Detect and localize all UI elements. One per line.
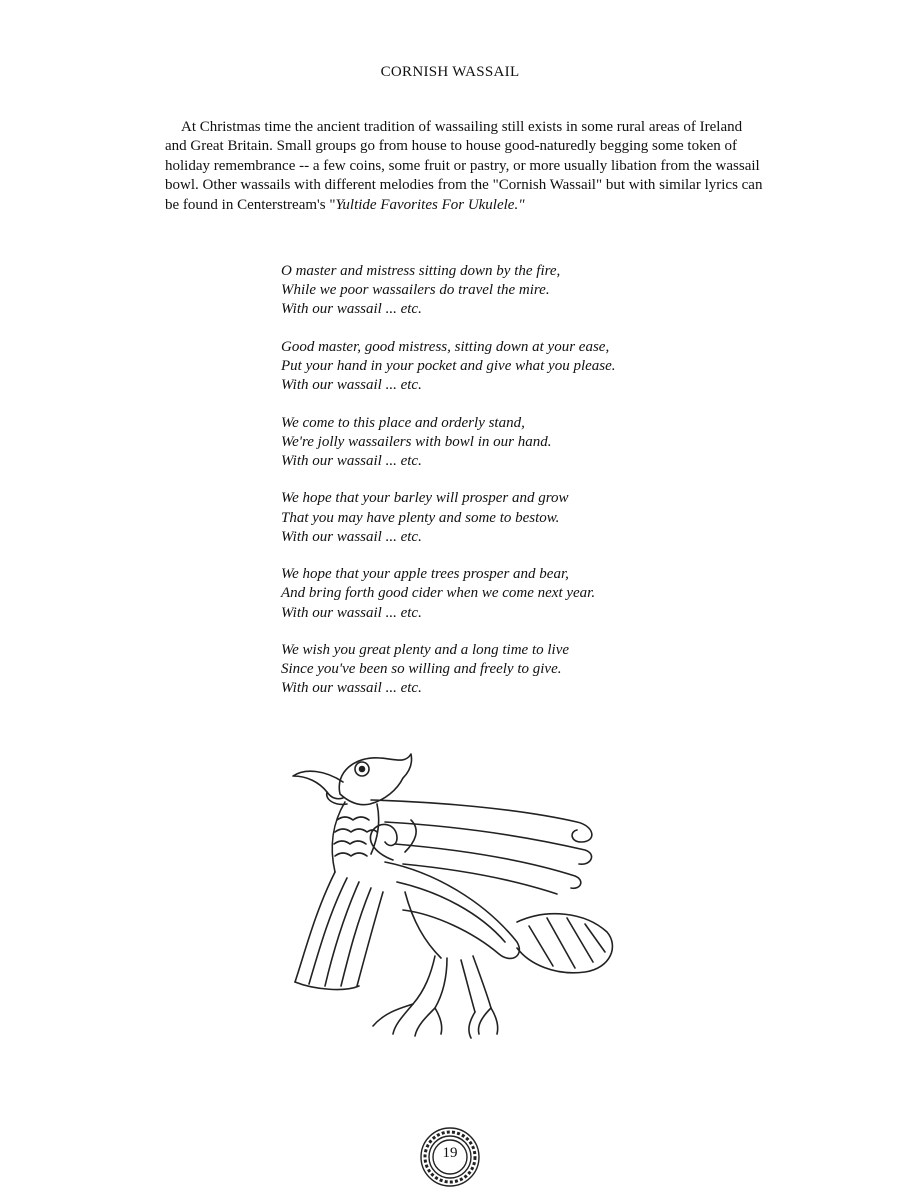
- stanza: [281, 338, 701, 396]
- verse-line: We come to this place and orderly stand,: [281, 414, 525, 431]
- verse-line: And bring forth good cider when we come next year.: [281, 585, 596, 602]
- verse-line: With our wassail ... etc.: [281, 604, 422, 621]
- stanza: [281, 262, 701, 320]
- verse-line: With our wassail ... etc.: [281, 528, 422, 545]
- verse-line: We hope that your barley will prosper and grow: [281, 490, 569, 507]
- verse-line: We hope that your apple trees prosper and bear,: [281, 566, 569, 583]
- celtic-bird-illustration: [285, 742, 625, 1042]
- verse-line: While we poor wassailers do travel the mire.: [281, 282, 550, 299]
- stanza: [281, 565, 701, 623]
- verse-line: We wish you great plenty and a long time to live: [281, 641, 570, 658]
- verse-line: With our wassail ... etc.: [281, 301, 422, 318]
- verse-line: With our wassail ... etc.: [281, 377, 422, 394]
- verse-line: Since you've been so willing and freely to give.: [281, 661, 562, 678]
- lyrics-verses: [281, 262, 701, 717]
- stanza: [281, 489, 701, 547]
- stanza: [281, 641, 701, 699]
- stanza: [281, 414, 701, 472]
- verse-line: Good master, good mistress, sitting down at your ease,: [281, 338, 610, 355]
- intro-paragraph: [165, 118, 765, 215]
- verse-line: With our wassail ... etc.: [281, 680, 422, 697]
- page-number: 19: [442, 1145, 458, 1161]
- verse-line: Put your hand in your pocket and give what you please.: [281, 358, 616, 374]
- verse-line: With our wassail ... etc.: [281, 453, 422, 469]
- book-title: Yultide Favorites For Ukulele.": [335, 196, 525, 213]
- intro-text: At Christmas time the ancient tradition of wassailing still exists in some rural areas of Ireland and Great Britain. Small groups go from house to house good-naturedly begging some token of holiday remembrance -- a few coins, some fruit or pastry, or more usually libation from the wassail bowl. Other wassails with different melodies from the "Cornish Wassail" but with similar lyrics can be found in Centerstream's ": [165, 119, 763, 213]
- page-title: CORNISH WASSAIL: [380, 64, 520, 80]
- verse-line: That you may have plenty and some to bestow.: [281, 509, 560, 526]
- verse-line: O master and mistress sitting down by the fire,: [281, 263, 561, 279]
- verse-line: We're jolly wassailers with bowl in our hand.: [281, 433, 552, 450]
